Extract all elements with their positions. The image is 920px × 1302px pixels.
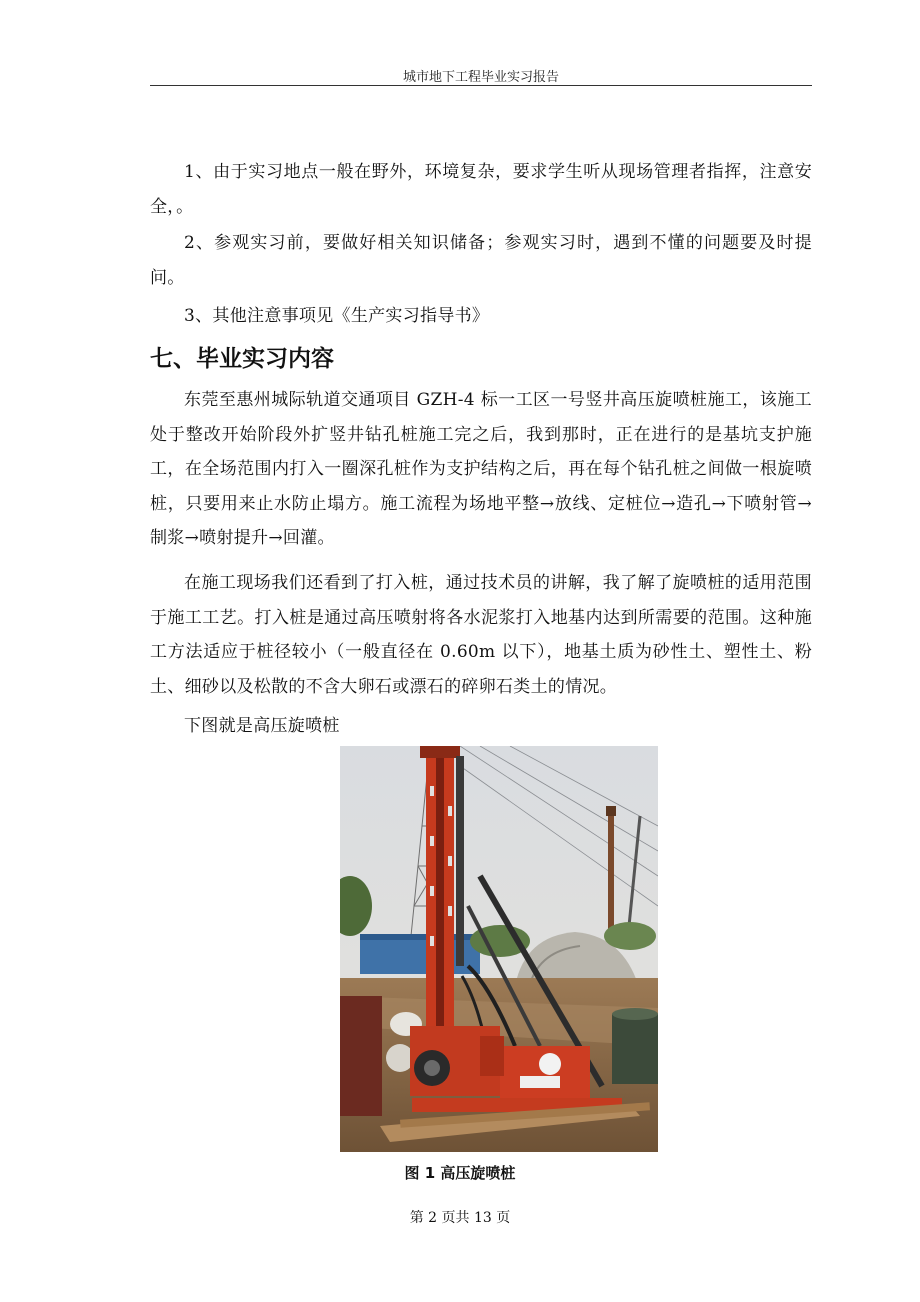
figure-caption: 图 1 高压旋喷桩 — [404, 1164, 516, 1182]
body-paragraph-1: 东莞至惠州城际轨道交通项目 GZH-4 标一工区一号竖井高压旋喷桩施工，该施工处于整改开始阶段外扩竖井钻孔桩施工完之后，我到那时，正在进行的是基坑支护施工，在全场范围内打入一圈深孔桩作为支护结构之后，再在每个钻孔桩之间做一根旋喷桩，只要用来止水防止塌方。施工流程为场地平整→放线、定桩位→造孔→下喷射管→制浆→喷射提升→回灌。 — [150, 390, 812, 548]
page-header: 城市地下工程毕业实习报告 — [402, 70, 559, 85]
header-rule — [150, 85, 812, 86]
body-paragraph-3: 下图就是高压旋喷桩 — [184, 716, 340, 736]
section-heading: 七、毕业实习内容 — [150, 346, 334, 372]
body-paragraph-2: 在施工现场我们还看到了打入桩，通过技术员的讲解，我了解了旋喷桩的适用范围于施工工艺。打入桩是通过高压喷射将各水泥浆打入地基内达到所需要的范围。这种施工方法适应于桩径较小（一般直径在 0.60m 以下），地基土质为砂性土、塑性土、粉土、细砂以及松散的不含大卵石或漂石的碎卵石类土的情况。 — [150, 573, 812, 697]
note-2: 2、参观实习前，要做好相关知识储备；参观实习时，遇到不懂的问题要及时提问。 — [150, 233, 812, 288]
note-3: 3、其他注意事项见《生产实习指导书》 — [184, 306, 490, 326]
drilling-rig-photo — [340, 746, 658, 1152]
note-1: 1、由于实习地点一般在野外，环境复杂，要求学生听从现场管理者指挥，注意安全，。 — [150, 162, 812, 217]
page-footer: 第 2 页共 13 页 — [409, 1210, 511, 1226]
